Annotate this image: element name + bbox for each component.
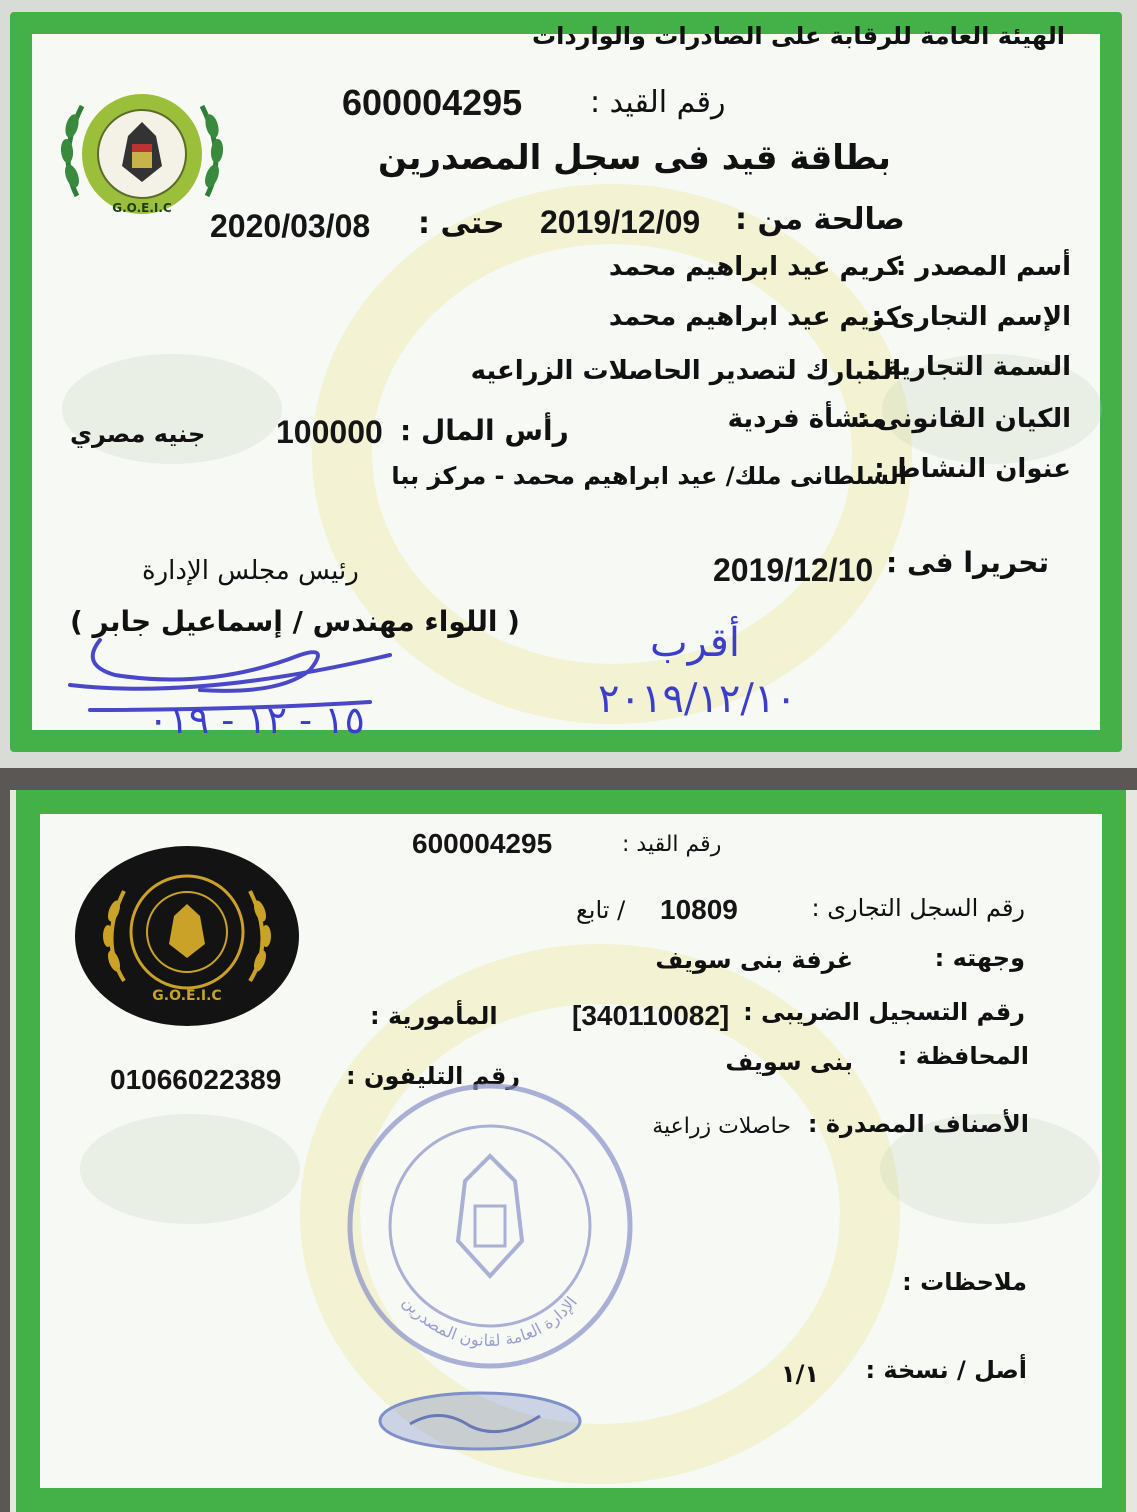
issued-label: تحريرا فى : bbox=[886, 546, 1049, 579]
exported-items-label: الأصناف المصدرة : bbox=[807, 1110, 1029, 1138]
exporter-name: كريم عيد ابراهيم محمد bbox=[608, 252, 901, 282]
commercial-reg-number: 10809 bbox=[660, 894, 738, 925]
back-reg-number-label: رقم القيد : bbox=[622, 832, 722, 857]
handwritten-issue-date: ٢٠١٩/١٢/١٠ bbox=[598, 676, 797, 722]
phone-label: رقم التليفون : bbox=[346, 1062, 521, 1090]
goeic-gold-seal-icon bbox=[74, 846, 300, 1026]
currency: جنيه مصري bbox=[70, 420, 206, 448]
tax-reg-number: [340110082] bbox=[572, 1000, 730, 1031]
chairman-handwritten-date: ١٥ - ١٢ - ٠١٩ bbox=[148, 698, 365, 742]
back-watermark-leaf-left bbox=[80, 1114, 300, 1224]
issued-date: 2019/12/10 bbox=[713, 552, 874, 588]
until-date: 2020/03/08 bbox=[210, 208, 371, 244]
authority-header: الهيئة العامة للرقابة على الصادرات والواردات bbox=[531, 22, 1065, 50]
emblem-text: G.O.E.I.C bbox=[112, 201, 172, 215]
exporter-name-label: أسم المصدر : bbox=[895, 252, 1071, 282]
trade-name: كريم عيد ابراهيم محمد bbox=[608, 302, 901, 332]
valid-from-date: 2019/12/09 bbox=[540, 204, 701, 240]
brand-label: السمة التجارية : bbox=[865, 352, 1071, 382]
back-reg-number: 600004295 bbox=[412, 828, 553, 859]
gold-seal-text: G.O.E.I.C bbox=[152, 988, 222, 1004]
copy-value: ١/١ bbox=[780, 1360, 819, 1388]
chairman-name: ( اللواء مهندس / إسماعيل جابر ) bbox=[70, 605, 520, 638]
official-stamp-icon bbox=[340, 1076, 640, 1376]
legal-entity: منشأة فردية bbox=[727, 404, 887, 434]
handwritten-initials: أقرب bbox=[650, 620, 740, 666]
card-title: بطاقة قيد فى سجل المصدرين bbox=[378, 138, 891, 178]
phone-number: 01066022389 bbox=[110, 1064, 282, 1095]
destination-label: وجهته : bbox=[934, 944, 1025, 972]
capital-amount: 100000 bbox=[276, 414, 383, 450]
copy-label: أصل / نسخة : bbox=[865, 1356, 1027, 1384]
notes-label: ملاحظات : bbox=[902, 1268, 1027, 1296]
address: السلطانى ملك/ عيد ابراهيم محمد - مركز ببا bbox=[391, 462, 907, 490]
until-label: حتى : bbox=[418, 206, 505, 241]
trade-name-label: الإسم التجارى : bbox=[871, 302, 1071, 332]
tax-office-label: المأمورية : bbox=[370, 1002, 498, 1030]
stamp-text: الإدارة العامة لقانون المصدرين bbox=[398, 1292, 582, 1351]
governorate: بنى سويف bbox=[725, 1048, 853, 1076]
address-label: عنوان النشاط : bbox=[874, 454, 1071, 484]
goeic-emblem-icon bbox=[52, 66, 232, 246]
commercial-reg-suffix: / تابع bbox=[576, 896, 626, 924]
back-card bbox=[10, 790, 1137, 1512]
destination: غرفة بنى سويف bbox=[655, 946, 853, 974]
capital-label: رأس المال : bbox=[400, 414, 569, 447]
small-oval-stamp-icon bbox=[370, 1386, 590, 1456]
brand: المبارك لتصدير الحاصلات الزراعيه bbox=[470, 356, 901, 386]
valid-from-label: صالحة من : bbox=[735, 202, 905, 237]
commercial-reg-label: رقم السجل التجارى : bbox=[811, 894, 1025, 922]
governorate-label: المحافظة : bbox=[897, 1042, 1029, 1070]
legal-entity-label: الكيان القانونى : bbox=[856, 404, 1071, 434]
reg-number: 600004295 bbox=[342, 82, 523, 123]
chairman-title: رئيس مجلس الإدارة bbox=[142, 556, 359, 586]
reg-number-label: رقم القيد : bbox=[590, 85, 726, 120]
tax-reg-label: رقم التسجيل الضريبى : bbox=[743, 998, 1025, 1026]
exported-items: حاصلات زراعية bbox=[652, 1114, 791, 1139]
